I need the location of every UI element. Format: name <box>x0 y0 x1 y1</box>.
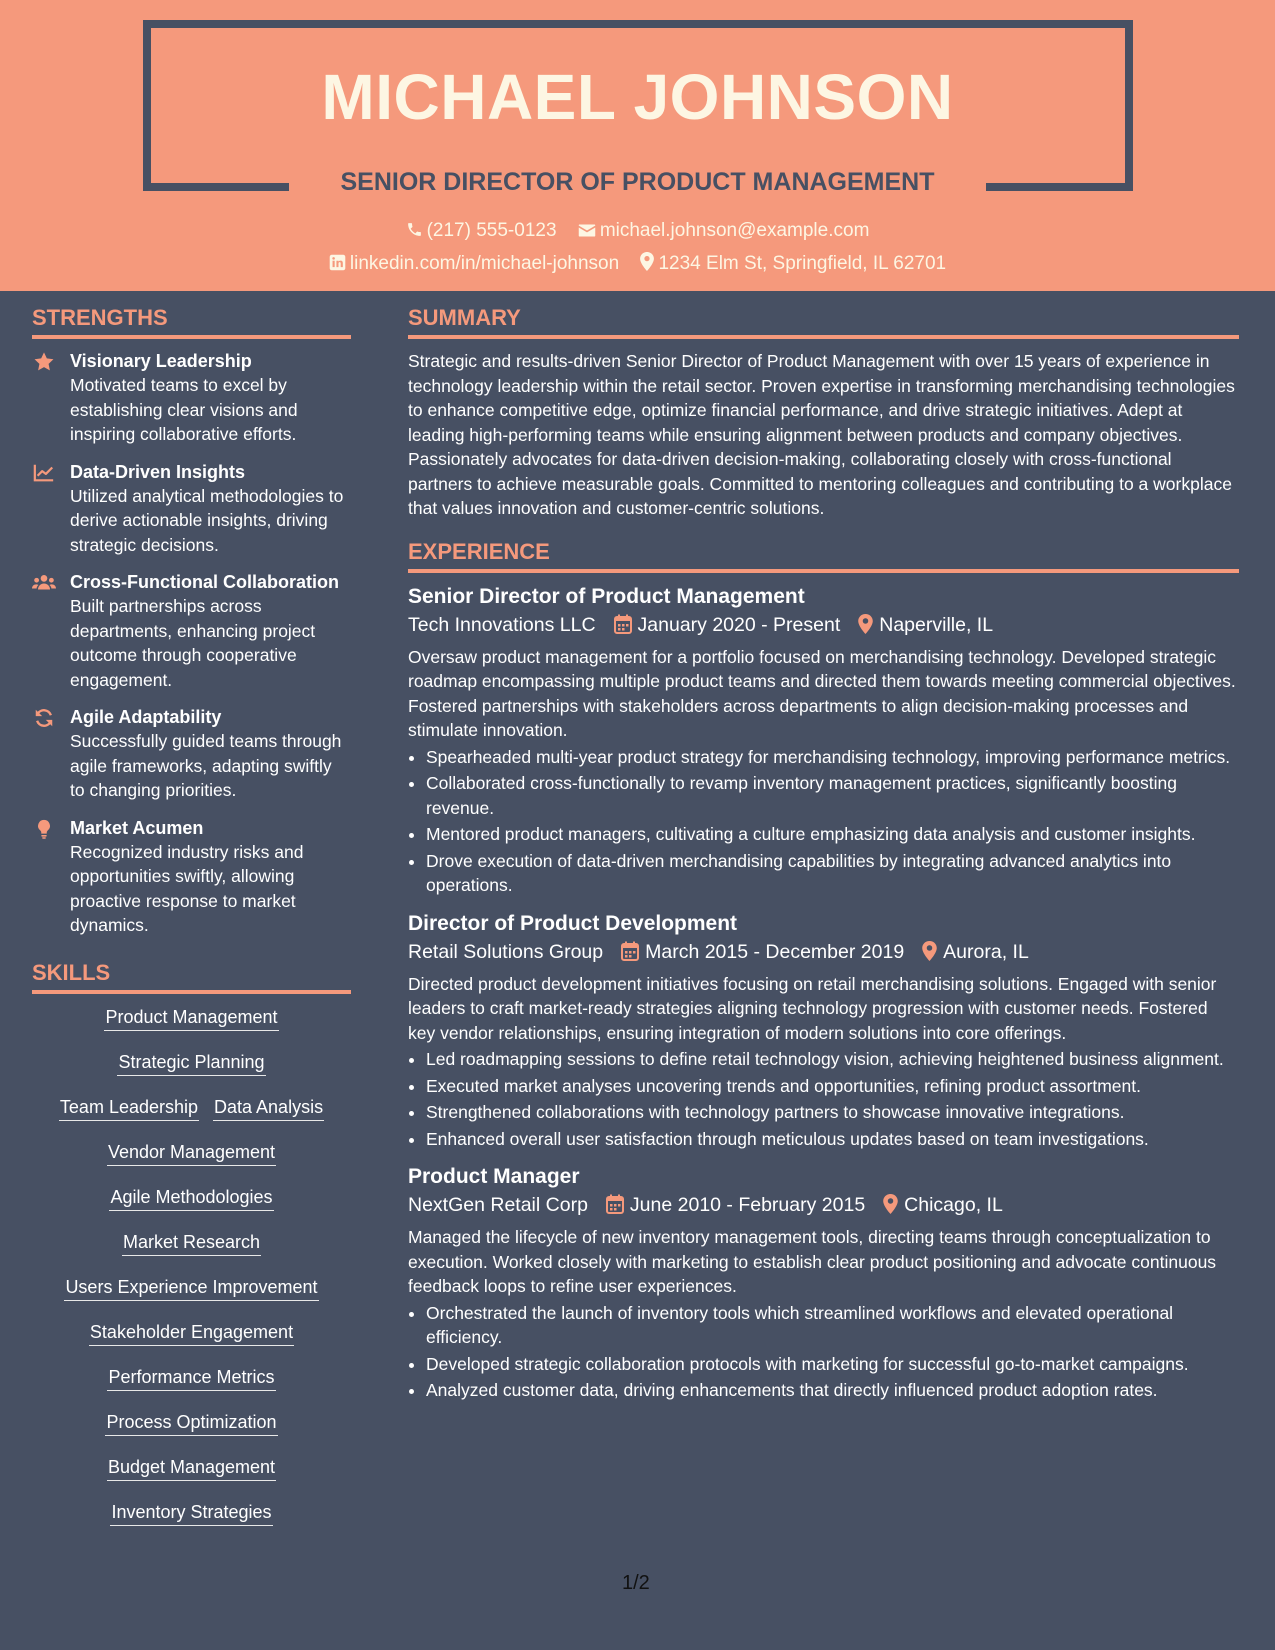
job-entry <box>408 910 1239 1152</box>
address-text: 1234 Elm St, Springfield, IL 62701 <box>658 253 947 274</box>
job-meta <box>408 1191 1239 1219</box>
calendar-icon <box>606 1194 624 1214</box>
lightbulb-icon <box>32 818 56 840</box>
job-bullet: • Mentored product managers, cultivating a culture emphasizing data analysis and customer insights. <box>426 822 1239 847</box>
phone-icon <box>406 221 423 238</box>
strength-item <box>32 349 351 447</box>
strength-item <box>32 460 351 558</box>
skill-tag: Data Analysis <box>213 1094 324 1121</box>
skill-tag: Team Leadership <box>59 1094 199 1121</box>
skill-tag: Agile Methodologies <box>109 1184 273 1211</box>
strength-desc: Successfully guided teams through agile frameworks, adapting swiftly to changing priorities. <box>70 731 342 800</box>
envelope-icon <box>578 223 596 238</box>
map-pin-icon <box>883 1194 898 1214</box>
strengths-heading: STRENGTHS <box>32 305 351 339</box>
job-bullet: • Led roadmapping sessions to define retail technology vision, achieving heightened business alignment. <box>426 1047 1239 1072</box>
left-column <box>32 305 351 1544</box>
right-column <box>408 305 1239 1415</box>
job-meta <box>408 611 1239 639</box>
job-company: Retail Solutions Group <box>408 940 604 963</box>
email-contact[interactable] <box>578 220 870 242</box>
job-company: NextGen Retail Corp <box>408 1194 588 1216</box>
skill-tag: Process Optimization <box>105 1409 277 1436</box>
skill-tag: Strategic Planning <box>117 1049 265 1076</box>
strength-item <box>32 816 351 938</box>
contact-row-2 <box>0 252 1275 275</box>
skill-tag: Performance Metrics <box>107 1364 275 1391</box>
job-bullet: • Spearheaded multi-year product strategy for merchandising technology, improving performance metrics. <box>426 745 1239 770</box>
job-bullet: • Strengthened collaborations with technology partners to showcase innovative integrations. <box>426 1100 1239 1125</box>
job-company: Tech Innovations LLC <box>408 613 596 636</box>
job-bullets <box>408 1047 1239 1151</box>
job-description: Managed the lifecycle of new inventory management tools, directing teams through conceptualization to execution. Worked closely with marketing to establish clear product positioning and advocate continuous feedback loops to refine user experiences. <box>408 1227 1217 1296</box>
sync-icon <box>32 707 56 729</box>
users-icon <box>32 572 56 594</box>
experience-heading: EXPERIENCE <box>408 539 1239 573</box>
strength-desc: Utilized analytical methodologies to derive actionable insights, driving strategic decisions. <box>70 485 344 555</box>
strength-title: Cross-Functional Collaboration <box>70 572 340 592</box>
candidate-title: SENIOR DIRECTOR OF PRODUCT MANAGEMENT <box>340 168 935 196</box>
job-description: Directed product development initiatives focusing on retail merchandising solutions. Engaged with senior leaders to craft market-ready strategies aligning technology progression with customer needs. Fostered key vendor relationships, ensuring integration of modern solutions into core offerings. <box>408 973 1217 1043</box>
strength-item <box>32 570 351 692</box>
job-location: Naperville, IL <box>879 613 994 636</box>
linkedin-contact[interactable] <box>329 253 619 275</box>
phone-text: (217) 555-0123 <box>426 220 557 241</box>
job-meta <box>408 938 1239 966</box>
strength-title: Data-Driven Insights <box>70 461 246 482</box>
strength-desc: Recognized industry risks and opportunities swiftly, allowing proactive response to market dynamics. <box>70 841 304 935</box>
job-title: Director of Product Development <box>408 911 738 935</box>
strength-title: Agile Adaptability <box>70 707 222 727</box>
calendar-icon <box>614 614 632 634</box>
map-pin-icon <box>640 252 654 271</box>
job-description: Oversaw product management for a portfolio focused on merchandising technology. Developed strategic roadmap encompassing multiple product teams and directed them towards meeting commercial objectives. Fostered partnerships with stakeholders across departments to align decision-making processes and stimulate innovation. <box>408 646 1236 740</box>
skill-tag: Users Experience Improvement <box>64 1274 318 1301</box>
page-number: 1/2 <box>622 1572 650 1594</box>
job-dates: March 2015 - December 2019 <box>645 940 905 963</box>
skill-tag: Stakeholder Engagement <box>89 1319 294 1346</box>
job-title: Senior Director of Product Management <box>408 584 805 608</box>
map-pin-icon <box>858 614 873 634</box>
map-pin-icon <box>922 941 937 961</box>
email-text: michael.johnson@example.com <box>599 220 870 241</box>
chart-line-icon <box>32 462 56 484</box>
skill-tag: Vendor Management <box>107 1139 276 1166</box>
job-bullet: • Developed strategic collaboration protocols with marketing for successful go-to-market campaigns. <box>426 1352 1239 1377</box>
strength-item <box>32 705 351 803</box>
skill-tag: Product Management <box>104 1004 278 1031</box>
job-bullet: • Analyzed customer data, driving enhancements that directly influenced product adoption rates. <box>426 1378 1239 1403</box>
star-icon <box>32 351 56 373</box>
linkedin-icon <box>329 254 346 271</box>
job-bullet: • Orchestrated the launch of inventory tools which streamlined workflows and elevated operational efficiency. <box>426 1301 1239 1350</box>
job-bullets <box>408 745 1239 898</box>
summary-heading: SUMMARY <box>408 305 1239 339</box>
contact-row-1 <box>0 220 1275 242</box>
strength-title: Market Acumen <box>70 817 204 838</box>
strength-desc: Built partnerships across departments, enhancing project outcome through cooperative engagement. <box>70 596 316 690</box>
job-bullet: • Executed market analyses uncovering trends and opportunities, refining product assortment. <box>426 1074 1239 1099</box>
summary-text: Strategic and results-driven Senior Director of Product Management with over 15 years of experience in technology leadership within the retail sector. Proven expertise in transforming merchandising technologies to enhance competitive edge, optimize financial performance, and drive strategic initiatives. Adept at leading high-performing teams while ensuring alignment between products and company objectives. Passionately advocates for data-driven decision-making, collaborating closely with cross-functional partners to achieve measurable goals. Committed to mentoring colleagues and contributing to a workplace that values innovation and customer-centric solutions. <box>408 351 1235 518</box>
linkedin-text: linkedin.com/in/michael-johnson <box>349 253 620 274</box>
skill-tag: Market Research <box>122 1229 261 1256</box>
skill-tag: Budget Management <box>107 1454 276 1481</box>
strength-title: Visionary Leadership <box>70 351 252 371</box>
job-location: Aurora, IL <box>943 940 1029 963</box>
header <box>0 0 1275 291</box>
job-title: Product Manager <box>408 1165 580 1188</box>
calendar-icon <box>621 941 639 961</box>
candidate-name: MICHAEL JOHNSON <box>321 61 954 133</box>
skill-tag: Inventory Strategies <box>110 1499 272 1526</box>
address-contact <box>640 252 946 275</box>
job-location: Chicago, IL <box>904 1194 1003 1216</box>
skills-list <box>32 1004 351 1528</box>
job-bullet: • Collaborated cross-functionally to revamp inventory management practices, significantly boosting revenue. <box>426 771 1239 820</box>
job-dates: January 2020 - Present <box>637 613 841 636</box>
job-entry <box>408 583 1239 898</box>
skills-heading: SKILLS <box>32 960 351 994</box>
job-dates: June 2010 - February 2015 <box>629 1194 866 1216</box>
job-bullet: • Drove execution of data-driven merchandising capabilities by integrating advanced analytics into operations. <box>426 849 1239 898</box>
phone-contact[interactable] <box>406 220 557 242</box>
job-bullets <box>408 1301 1239 1403</box>
strengths-list <box>32 349 351 938</box>
strength-desc: Motivated teams to excel by establishing clear visions and inspiring collaborative efforts. <box>70 375 298 444</box>
job-entry <box>408 1163 1239 1403</box>
job-bullet: • Enhanced overall user satisfaction through meticulous updates based on team investigations. <box>426 1127 1239 1152</box>
